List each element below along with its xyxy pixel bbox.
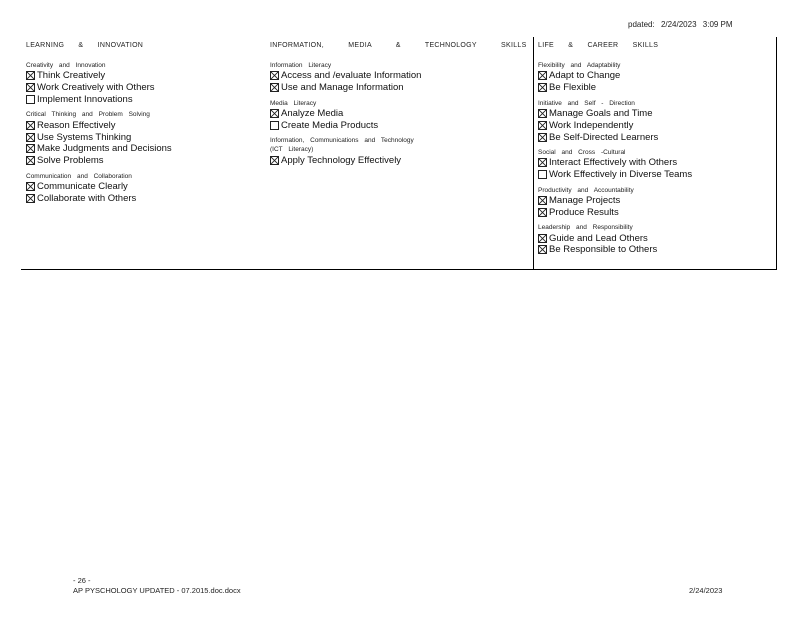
checked-box-icon[interactable] (538, 158, 547, 167)
updated-date: 2/24/2023 (660, 20, 697, 29)
skill-group-title: Information Literacy (270, 62, 332, 69)
skill-label: Think Creatively (37, 70, 106, 82)
skills-table (21, 37, 777, 270)
skill-item-interact-effectively-with-others (538, 157, 776, 169)
skill-group-social-and-cross-cultural (538, 148, 776, 181)
skill-group-title: Information, Communications and Technology (ICT Literacy) (270, 137, 414, 154)
checked-box-icon[interactable] (538, 196, 547, 205)
updated-stamp (628, 20, 737, 29)
skill-item-access-and-evaluate-information (270, 70, 530, 82)
checked-box-icon[interactable] (26, 156, 35, 165)
skill-label: Guide and Lead Others (549, 232, 648, 244)
skill-item-manage-projects (538, 195, 776, 207)
skill-label: Analyze Media (281, 107, 344, 119)
unchecked-box-icon[interactable] (26, 95, 35, 104)
skill-group-productivity-and-accountability (538, 186, 776, 219)
checked-box-icon[interactable] (538, 234, 547, 243)
skill-item-communicate-clearly (26, 181, 266, 193)
skill-label: Apply Technology Effectively (281, 154, 402, 166)
skill-item-make-judgments-and-decisions (26, 143, 266, 155)
skill-item-produce-results (538, 206, 776, 218)
unchecked-box-icon[interactable] (270, 121, 279, 130)
checked-box-icon[interactable] (270, 156, 279, 165)
skill-label: Communicate Clearly (37, 180, 128, 192)
column-learning-innovation (26, 37, 266, 270)
skill-group-initiative-and-self-direction (538, 99, 776, 143)
checked-box-icon[interactable] (26, 133, 35, 142)
skill-label: Make Judgments and Decisions (37, 143, 172, 155)
skill-item-apply-technology-effectively (270, 154, 530, 166)
checked-box-icon[interactable] (270, 71, 279, 80)
footer-date: 2/24/2023 (689, 586, 723, 595)
skill-item-use-and-manage-information (270, 82, 530, 94)
skill-item-guide-and-lead-others (538, 232, 776, 244)
skill-group-title: Media Literacy (270, 99, 317, 107)
skill-group-flexibility-and-adaptability (538, 61, 776, 94)
checked-box-icon[interactable] (26, 83, 35, 92)
column-title: INFORMATION, MEDIA & TECHNOLOGY SKILLS (270, 42, 527, 49)
checked-box-icon[interactable] (538, 208, 547, 217)
skill-label: Interact Effectively with Others (549, 157, 678, 169)
page-number: - 26 - (73, 576, 91, 585)
checked-box-icon[interactable] (538, 71, 547, 80)
skill-label: Implement Innovations (37, 93, 133, 105)
skill-item-work-creatively-with-others (26, 82, 266, 94)
skill-label: Reason Effectively (37, 119, 116, 131)
checked-box-icon[interactable] (538, 121, 547, 130)
checked-box-icon[interactable] (26, 194, 35, 203)
skill-group-information-literacy (270, 61, 530, 94)
skill-item-work-effectively-in-diverse-teams (538, 169, 776, 181)
skill-item-use-systems-thinking (26, 131, 266, 143)
checked-box-icon[interactable] (538, 133, 547, 142)
skill-item-be-self-directed-learners (538, 131, 776, 143)
skill-group-title: Creativity and Innovation (26, 62, 106, 69)
skill-label: Create Media Products (281, 119, 379, 131)
skill-label: Access and /evaluate Information (281, 70, 422, 82)
updated-time: 3:09 PM (702, 20, 733, 29)
skill-label: Be Flexible (549, 82, 596, 94)
skill-item-solve-problems (26, 155, 266, 167)
skill-label: Collaborate with Others (37, 192, 137, 204)
checked-box-icon[interactable] (538, 245, 547, 254)
skill-item-think-creatively (26, 70, 266, 82)
column-life-career (533, 37, 777, 270)
skill-label: Produce Results (549, 206, 619, 218)
skill-item-work-independently (538, 119, 776, 131)
checked-box-icon[interactable] (538, 109, 547, 118)
skill-item-collaborate-with-others (26, 192, 266, 204)
skill-label: Solve Problems (37, 155, 104, 167)
checked-box-icon[interactable] (26, 71, 35, 80)
skill-item-analyze-media (270, 108, 530, 120)
checked-box-icon[interactable] (26, 121, 35, 130)
skill-label: Work Independently (549, 119, 634, 131)
skill-item-reason-effectively (26, 119, 266, 131)
skill-label: Adapt to Change (549, 70, 621, 82)
skill-label: Work Creatively with Others (37, 82, 155, 94)
skill-label: Be Self-Directed Learners (549, 131, 659, 143)
skill-item-be-responsible-to-others (538, 244, 776, 256)
checked-box-icon[interactable] (26, 144, 35, 153)
skill-label: Manage Goals and Time (549, 107, 653, 119)
skill-label: Use Systems Thinking (37, 131, 132, 143)
skill-group-media-literacy (270, 99, 530, 132)
skill-item-manage-goals-and-time (538, 108, 776, 120)
checked-box-icon[interactable] (270, 83, 279, 92)
skill-group-leadership-and-responsibility (538, 223, 776, 256)
skill-item-create-media-products (270, 119, 530, 131)
skill-group-title: Critical Thinking and Problem Solving (26, 111, 150, 119)
checked-box-icon[interactable] (270, 109, 279, 118)
unchecked-box-icon[interactable] (538, 170, 547, 179)
skill-group-information-communications-and-technology-ict-literacy (270, 136, 530, 166)
skill-group-title: Initiative and Self - Direction (538, 99, 635, 107)
skill-group-critical-thinking-and-problem-solving (26, 110, 266, 166)
skill-group-title: Leadership and Responsibility (538, 224, 633, 232)
skill-label: Use and Manage Information (281, 82, 404, 94)
skill-label: Be Responsible to Others (549, 244, 658, 256)
updated-label: pdated: (628, 20, 655, 29)
footer-left (73, 576, 241, 596)
document-filename: AP PYSCHOLOGY UPDATED - 07.2015.doc.docx (73, 586, 241, 595)
column-title: LEARNING & INNOVATION (26, 42, 144, 49)
column-information-media-technology (270, 37, 530, 270)
skill-group-title: Flexibility and Adaptability (538, 62, 621, 69)
skill-label: Work Effectively in Diverse Teams (549, 169, 693, 181)
checked-box-icon[interactable] (26, 182, 35, 191)
skill-group-creativity-and-innovation (26, 61, 266, 105)
checked-box-icon[interactable] (538, 83, 547, 92)
skill-item-be-flexible (538, 82, 776, 94)
skill-group-title: Communication and Collaboration (26, 172, 132, 180)
skill-item-implement-innovations (26, 94, 266, 106)
skill-label: Manage Projects (549, 194, 621, 206)
skill-group-communication-and-collaboration (26, 172, 266, 205)
skill-group-title: Social and Cross -Cultural (538, 148, 626, 156)
column-title: LIFE & CAREER SKILLS (538, 42, 659, 49)
skill-item-adapt-to-change (538, 70, 776, 82)
skill-group-title: Productivity and Accountability (538, 186, 634, 194)
